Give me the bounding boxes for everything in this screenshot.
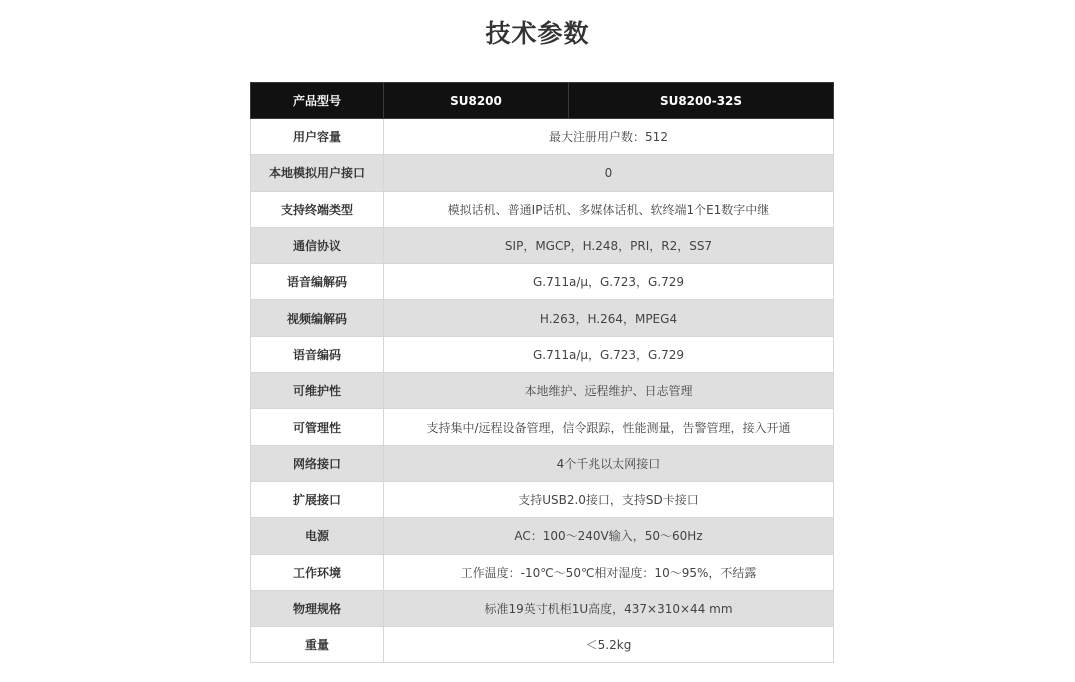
- table-row: [251, 155, 834, 191]
- header-model-su8200-32s: SU8200-32S: [569, 83, 834, 119]
- row-value: H.263，H.264，MPEG4: [384, 300, 834, 336]
- row-value: 工作温度：-10℃～50℃相对湿度：10～95%，不结露: [384, 554, 834, 590]
- row-value: 支持USB2.0接口，支持SD卡接口: [384, 481, 834, 517]
- table-row: [251, 119, 834, 155]
- table-row: [251, 627, 834, 663]
- table-row: [251, 554, 834, 590]
- row-value: AC：100～240V输入，50～60Hz: [384, 518, 834, 554]
- page-title: 技术参数: [485, 19, 590, 48]
- row-label: 通信协议: [251, 227, 384, 263]
- table-row: [251, 264, 834, 300]
- row-label: 电源: [251, 518, 384, 554]
- row-value: G.711a/μ，G.723，G.729: [384, 336, 834, 372]
- table-header-row: [251, 83, 834, 119]
- table-row: [251, 409, 834, 445]
- row-value: 本地维护、远程维护、日志管理: [384, 373, 834, 409]
- row-value: 标准19英寸机柜1U高度，437×310×44 mm: [384, 590, 834, 626]
- row-label: 可管理性: [251, 409, 384, 445]
- row-label: 重量: [251, 627, 384, 663]
- row-label: 本地模拟用户接口: [251, 155, 384, 191]
- row-label: 支持终端类型: [251, 191, 384, 227]
- table-row: [251, 373, 834, 409]
- row-label: 语音编解码: [251, 264, 384, 300]
- row-value: 0: [384, 155, 834, 191]
- table-row: [251, 481, 834, 517]
- row-value: 支持集中/远程设备管理，信令跟踪，性能测量，告警管理，接入开通: [384, 409, 834, 445]
- row-value: 最大注册用户数：512: [384, 119, 834, 155]
- row-label: 物理规格: [251, 590, 384, 626]
- row-label: 语音编码: [251, 336, 384, 372]
- row-label: 工作环境: [251, 554, 384, 590]
- table-row: [251, 336, 834, 372]
- row-label: 视频编解码: [251, 300, 384, 336]
- spec-table: [250, 82, 834, 663]
- header-model-su8200: SU8200: [384, 83, 569, 119]
- table-row: [251, 300, 834, 336]
- table-row: [251, 227, 834, 263]
- row-label: 扩展接口: [251, 481, 384, 517]
- table-row: [251, 191, 834, 227]
- table-row: [251, 590, 834, 626]
- header-model-label: 产品型号: [251, 83, 384, 119]
- row-label: 网络接口: [251, 445, 384, 481]
- row-value: ＜5.2kg: [384, 627, 834, 663]
- row-value: 4个千兆以太网接口: [384, 445, 834, 481]
- row-value: G.711a/μ，G.723，G.729: [384, 264, 834, 300]
- row-value: 模拟话机、普通IP话机、多媒体话机、软终端1个E1数字中继: [384, 191, 834, 227]
- row-value: SIP，MGCP，H.248，PRI，R2，SS7: [384, 227, 834, 263]
- row-label: 用户容量: [251, 119, 384, 155]
- table-row: [251, 445, 834, 481]
- table-row: [251, 518, 834, 554]
- row-label: 可维护性: [251, 373, 384, 409]
